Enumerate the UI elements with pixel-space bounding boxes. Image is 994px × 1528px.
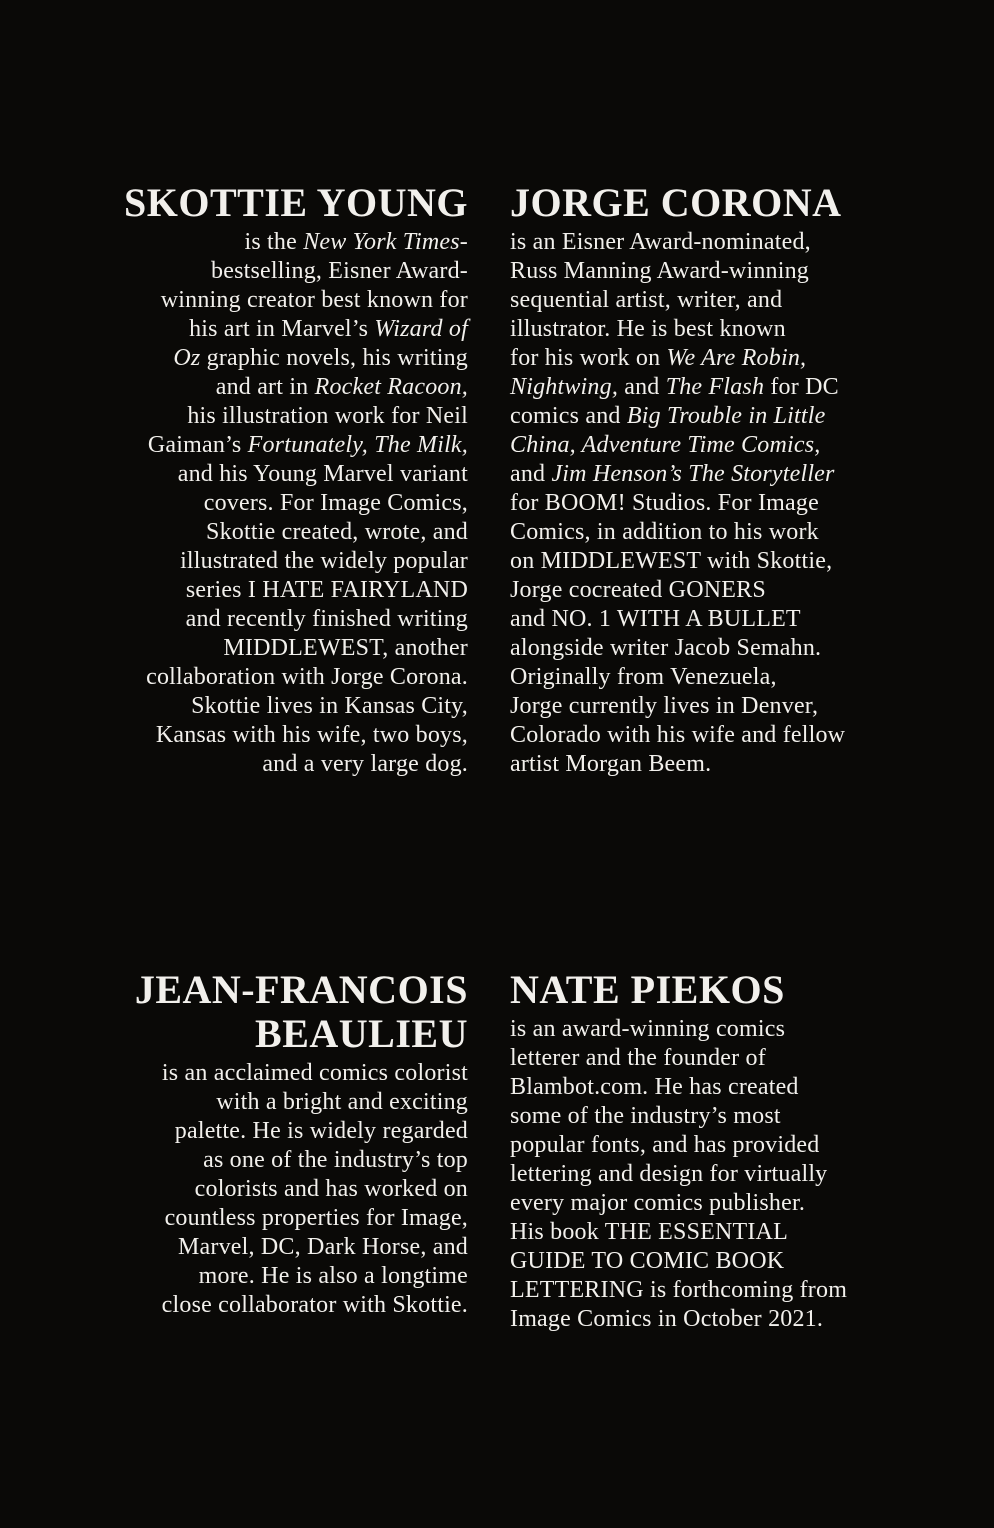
bio-body bbox=[510, 228, 888, 779]
bio-text: graphic novels, his writing bbox=[200, 345, 468, 371]
bio-line bbox=[110, 1175, 468, 1204]
bio-text: artist Morgan Beem. bbox=[510, 751, 712, 777]
bio-heading bbox=[510, 968, 888, 1012]
bio-line bbox=[110, 518, 468, 547]
bio-text: and bbox=[510, 461, 552, 487]
bio-line bbox=[510, 1305, 888, 1334]
bio-line bbox=[110, 373, 468, 402]
bio-line bbox=[110, 1291, 468, 1320]
bio-heading bbox=[110, 181, 468, 225]
bio-text: on MIDDLEWEST with Skottie, bbox=[510, 548, 833, 574]
bio-text: Russ Manning Award-winning bbox=[510, 258, 809, 284]
bio-text: GUIDE TO COMIC BOOK bbox=[510, 1248, 785, 1274]
bio-text: comics and bbox=[510, 403, 627, 429]
bio-line bbox=[510, 1073, 888, 1102]
bio-line bbox=[110, 344, 468, 373]
bio-text: letterer and the founder of bbox=[510, 1045, 766, 1071]
bio-line bbox=[510, 1276, 888, 1305]
bio-line bbox=[110, 315, 468, 344]
bio-text: is an Eisner Award-nominated, bbox=[510, 229, 811, 255]
bio-text: popular fonts, and has provided bbox=[510, 1132, 820, 1158]
bio-text: His book THE ESSENTIAL bbox=[510, 1219, 788, 1245]
bio-line bbox=[110, 1204, 468, 1233]
bio-text: winning creator best known for bbox=[160, 287, 468, 313]
bio-text: for BOOM! Studios. For Image bbox=[510, 490, 819, 516]
bio-text: bestselling, Eisner Award- bbox=[211, 258, 468, 284]
bio-line bbox=[110, 663, 468, 692]
bio-text: collaboration with Jorge Corona. bbox=[146, 664, 468, 690]
bio-text-italic: Big Trouble in Little bbox=[626, 403, 826, 429]
bio-line bbox=[510, 634, 888, 663]
bio-text: lettering and design for virtually bbox=[510, 1161, 828, 1187]
bio-text: for DC bbox=[764, 374, 839, 400]
bio-text: as one of the industry’s top bbox=[203, 1147, 468, 1173]
bio-heading-line: SKOTTIE YOUNG bbox=[124, 180, 468, 225]
bio-text-italic: Jim Henson’s The Storyteller bbox=[551, 461, 835, 487]
bio-text-italic: New York Times- bbox=[303, 229, 468, 255]
bio-text-italic: China, Adventure Time Comics, bbox=[510, 432, 821, 458]
bio-line bbox=[510, 1189, 888, 1218]
bio-line bbox=[110, 257, 468, 286]
bio-line bbox=[110, 750, 468, 779]
bio-text-italic: Nightwing, bbox=[510, 374, 619, 400]
bio-text: covers. For Image Comics, bbox=[203, 490, 468, 516]
bio-line bbox=[510, 431, 888, 460]
bio-jorge-corona bbox=[510, 181, 888, 779]
bio-body bbox=[110, 228, 468, 779]
bio-text: Blambot.com. He has created bbox=[510, 1074, 799, 1100]
bio-text: colorists and has worked on bbox=[194, 1176, 468, 1202]
bio-line bbox=[510, 721, 888, 750]
bio-text: Comics, in addition to his work bbox=[510, 519, 819, 545]
bio-line bbox=[510, 605, 888, 634]
bio-line bbox=[510, 576, 888, 605]
bio-text: and his Young Marvel variant bbox=[177, 461, 468, 487]
bio-line bbox=[510, 315, 888, 344]
bio-line bbox=[110, 1117, 468, 1146]
bio-nate-piekos bbox=[510, 968, 888, 1334]
bio-line bbox=[110, 460, 468, 489]
bio-text: every major comics publisher. bbox=[510, 1190, 806, 1216]
bio-line bbox=[110, 692, 468, 721]
bio-line bbox=[510, 460, 888, 489]
bio-line bbox=[510, 344, 888, 373]
bio-line bbox=[510, 1044, 888, 1073]
bio-text: and bbox=[618, 374, 666, 400]
bio-text: some of the industry’s most bbox=[510, 1103, 781, 1129]
bio-line bbox=[110, 431, 468, 460]
bio-line bbox=[510, 663, 888, 692]
bio-text: his art in Marvel’s bbox=[189, 316, 375, 342]
bio-text-italic: Wizard of bbox=[374, 316, 468, 342]
bio-line bbox=[110, 286, 468, 315]
bio-text: is an award-winning comics bbox=[510, 1016, 786, 1042]
bio-heading-line: NATE PIEKOS bbox=[510, 967, 785, 1012]
bio-line bbox=[510, 489, 888, 518]
bio-text: Marvel, DC, Dark Horse, and bbox=[178, 1234, 468, 1260]
bio-line bbox=[510, 750, 888, 779]
bio-text: for his work on bbox=[510, 345, 667, 371]
bio-line bbox=[510, 402, 888, 431]
bio-line bbox=[110, 1262, 468, 1291]
bio-text: Skottie lives in Kansas City, bbox=[191, 693, 468, 719]
bio-line bbox=[510, 1015, 888, 1044]
bio-line bbox=[110, 1059, 468, 1088]
bio-text: Gaiman’s bbox=[147, 432, 248, 458]
bio-text: and a very large dog. bbox=[262, 751, 468, 777]
bio-text-italic: We Are Robin, bbox=[666, 345, 807, 371]
bio-line bbox=[510, 1131, 888, 1160]
bio-heading bbox=[510, 181, 888, 225]
bio-jean-francois-beaulieu bbox=[110, 968, 468, 1320]
bio-text: more. He is also a longtime bbox=[198, 1263, 468, 1289]
bio-text: his illustration work for Neil bbox=[187, 403, 468, 429]
bio-line bbox=[510, 1160, 888, 1189]
bio-text: LETTERING is forthcoming from bbox=[510, 1277, 848, 1303]
bio-line bbox=[110, 402, 468, 431]
bio-line bbox=[110, 721, 468, 750]
bio-text: and NO. 1 WITH A BULLET bbox=[510, 606, 801, 632]
bio-text-italic: The Flash bbox=[665, 374, 765, 400]
bio-text: with a bright and exciting bbox=[216, 1089, 468, 1115]
bio-text: and art in bbox=[215, 374, 315, 400]
bio-line bbox=[110, 489, 468, 518]
bio-text: Kansas with his wife, two boys, bbox=[155, 722, 468, 748]
bio-text-italic: Oz bbox=[173, 345, 201, 371]
bio-body bbox=[510, 1015, 888, 1334]
bio-text: MIDDLEWEST, another bbox=[223, 635, 468, 661]
bio-text: illustrated the widely popular bbox=[180, 548, 468, 574]
bio-text: Image Comics in October 2021. bbox=[510, 1306, 824, 1332]
bio-text-italic: Rocket Racoon, bbox=[314, 374, 468, 400]
bio-line bbox=[510, 1218, 888, 1247]
bio-skottie-young bbox=[110, 181, 468, 779]
bio-body bbox=[110, 1059, 468, 1320]
bio-text: alongside writer Jacob Semahn. bbox=[510, 635, 822, 661]
bio-text: is the bbox=[244, 229, 304, 255]
bio-line bbox=[510, 547, 888, 576]
bio-line bbox=[110, 634, 468, 663]
bio-heading-line: JEAN-FRANCOIS bbox=[134, 967, 468, 1012]
bio-text: countless properties for Image, bbox=[164, 1205, 468, 1231]
bio-line bbox=[110, 1088, 468, 1117]
bio-heading-line: BEAULIEU bbox=[255, 1011, 468, 1056]
bio-text: illustrator. He is best known bbox=[510, 316, 786, 342]
bio-line bbox=[510, 286, 888, 315]
bio-text: Originally from Venezuela, bbox=[510, 664, 777, 690]
bio-text: close collaborator with Skottie. bbox=[161, 1292, 468, 1318]
bio-line bbox=[510, 692, 888, 721]
bio-line bbox=[110, 228, 468, 257]
bio-text: Jorge currently lives in Denver, bbox=[510, 693, 819, 719]
bio-line bbox=[110, 1233, 468, 1262]
bio-line bbox=[110, 547, 468, 576]
bio-line bbox=[510, 373, 888, 402]
bio-text: series I HATE FAIRYLAND bbox=[185, 577, 468, 603]
bio-heading-line: JORGE CORONA bbox=[510, 180, 842, 225]
bio-line bbox=[510, 1102, 888, 1131]
bio-text: sequential artist, writer, and bbox=[510, 287, 783, 313]
bio-text: Skottie created, wrote, and bbox=[206, 519, 468, 545]
bio-text: palette. He is widely regarded bbox=[174, 1118, 468, 1144]
bio-line bbox=[110, 576, 468, 605]
bio-text: is an acclaimed comics colorist bbox=[161, 1060, 468, 1086]
bio-line bbox=[510, 1247, 888, 1276]
bio-line bbox=[510, 228, 888, 257]
bio-line bbox=[110, 1146, 468, 1175]
bio-line bbox=[510, 257, 888, 286]
bio-line bbox=[510, 518, 888, 547]
bio-text-italic: Fortunately, The Milk, bbox=[247, 432, 468, 458]
bio-text: and recently finished writing bbox=[185, 606, 468, 632]
bio-text: Jorge cocreated GONERS bbox=[510, 577, 766, 603]
bio-text: Colorado with his wife and fellow bbox=[510, 722, 846, 748]
bio-line bbox=[110, 605, 468, 634]
bio-heading bbox=[110, 968, 468, 1056]
